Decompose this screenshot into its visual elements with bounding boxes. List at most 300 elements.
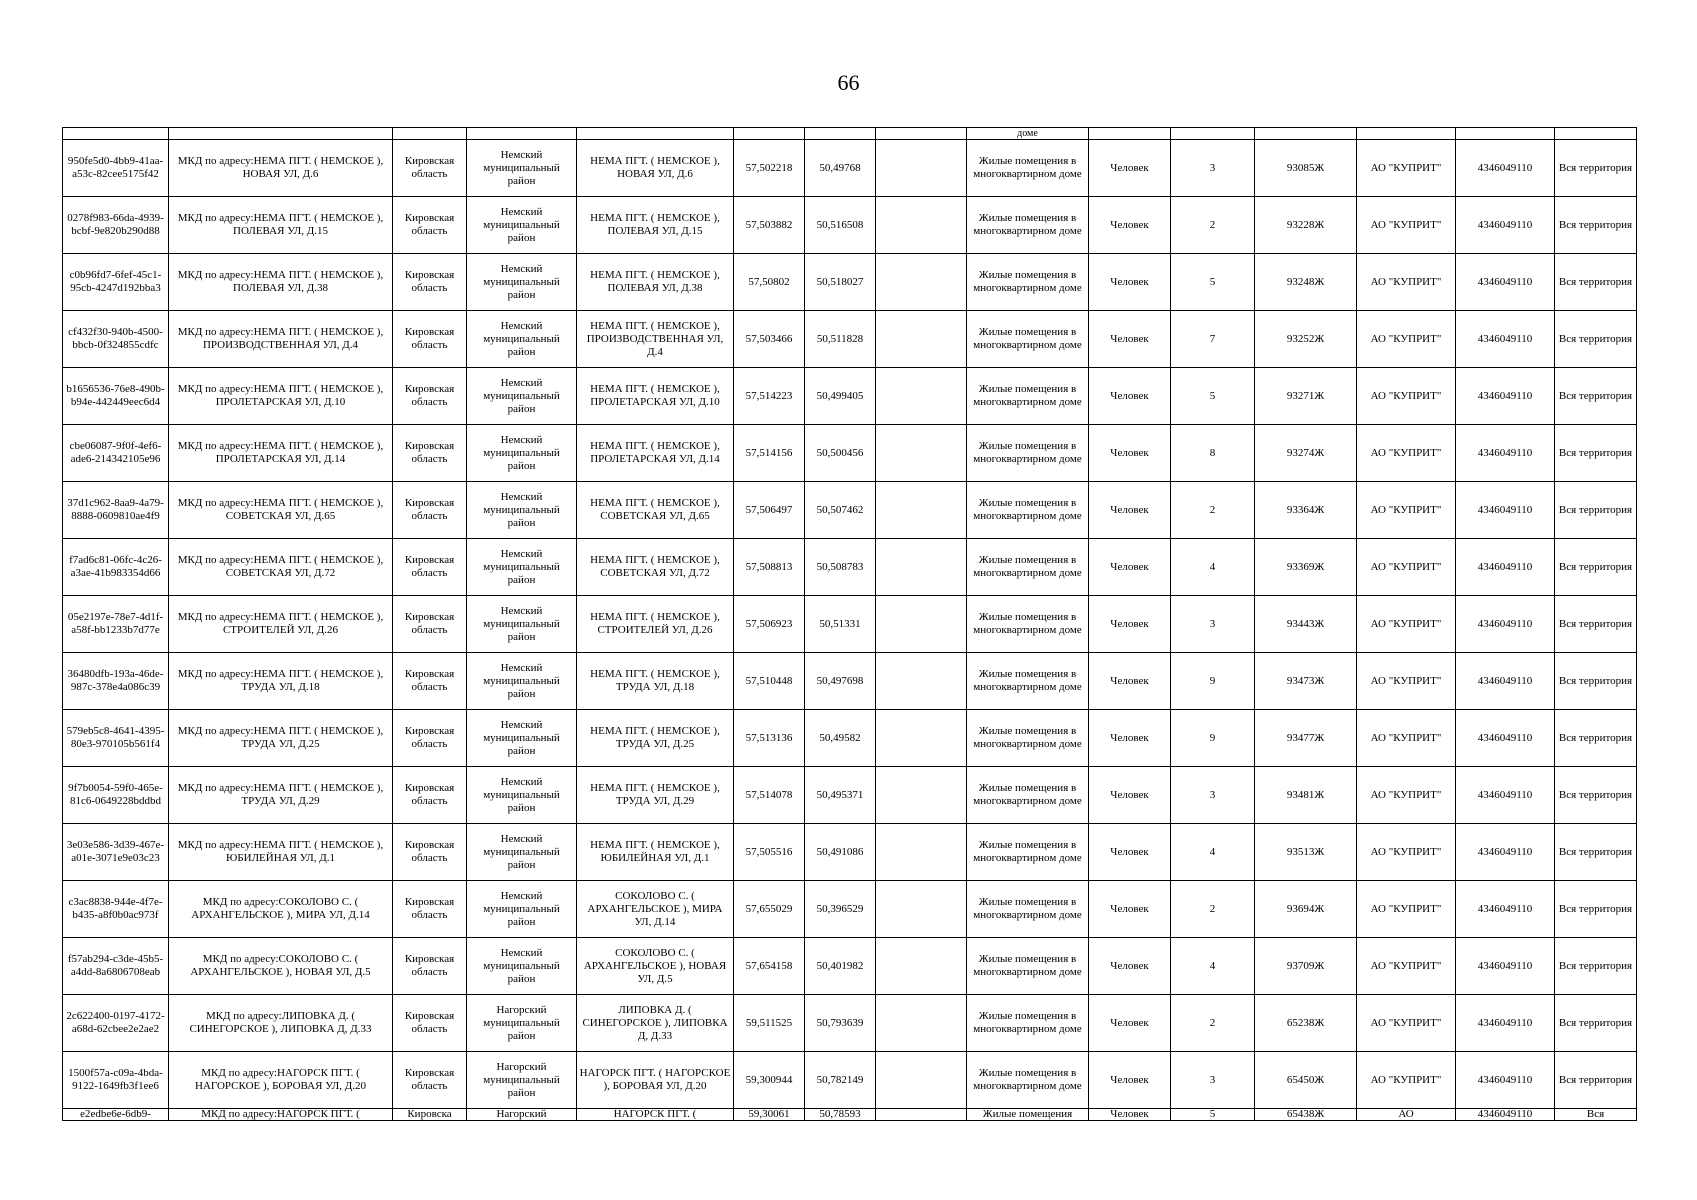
- cell-territory: [1555, 128, 1637, 140]
- cell-region: Кировская область: [393, 710, 467, 767]
- cell-address: НЕМА ПГТ. ( НЕМСКОЕ ), ПРОЛЕТАРСКАЯ УЛ, Д.10: [577, 368, 734, 425]
- cell-lat: 57,502218: [734, 140, 805, 197]
- cell-district: Немский муниципальный район: [467, 767, 577, 824]
- cell-district: [467, 128, 577, 140]
- cell-address: НЕМА ПГТ. ( НЕМСКОЕ ), ПОЛЕВАЯ УЛ, Д.15: [577, 197, 734, 254]
- cell-count: 7: [1171, 311, 1255, 368]
- table-row: [63, 767, 1637, 824]
- cell-address: НЕМА ПГТ. ( НЕМСКОЕ ), ТРУДА УЛ, Д.25: [577, 710, 734, 767]
- cell-inn: 4346049110: [1456, 254, 1555, 311]
- cell-address: НАГОРСК ПГТ. ( НАГОРСКОЕ ), БОРОВАЯ УЛ, Д.20: [577, 1052, 734, 1109]
- cell-territory: Вся территория: [1555, 995, 1637, 1052]
- cell-address: НЕМА ПГТ. ( НЕМСКОЕ ), НОВАЯ УЛ, Д.6: [577, 140, 734, 197]
- cell-address: НЕМА ПГТ. ( НЕМСКОЕ ), ТРУДА УЛ, Д.29: [577, 767, 734, 824]
- table-row: [63, 482, 1637, 539]
- cell-lat: 57,506923: [734, 596, 805, 653]
- cell-count: 4: [1171, 539, 1255, 596]
- cell-id: 9f7b0054-59f0-465e-81c6-0649228bddbd: [63, 767, 169, 824]
- cell-lon: 50,508783: [805, 539, 876, 596]
- table-row: [63, 311, 1637, 368]
- cell-id: 05e2197e-78e7-4d1f-a58f-bb1233b7d77e: [63, 596, 169, 653]
- cell-district: Немский муниципальный район: [467, 710, 577, 767]
- cell-lon: 50,401982: [805, 938, 876, 995]
- cell-unit: Человек: [1089, 368, 1171, 425]
- cell-address: НЕМА ПГТ. ( НЕМСКОЕ ), ПРОЛЕТАРСКАЯ УЛ, Д.14: [577, 425, 734, 482]
- cell-territory: Вся: [1555, 1109, 1637, 1121]
- cell-org: АО "КУПРИТ": [1357, 995, 1456, 1052]
- cell-district: Немский муниципальный район: [467, 311, 577, 368]
- cell-type: Жилые помещения в многоквартирном доме: [967, 1052, 1089, 1109]
- cell-lon: 50,78593: [805, 1109, 876, 1121]
- cell-territory: Вся территория: [1555, 482, 1637, 539]
- cell-code: 93364Ж: [1255, 482, 1357, 539]
- cell-org: АО "КУПРИТ": [1357, 1052, 1456, 1109]
- cell-region: Кировская область: [393, 254, 467, 311]
- cell-region: Кировская область: [393, 425, 467, 482]
- cell-district: Немский муниципальный район: [467, 368, 577, 425]
- cell-territory: Вся территория: [1555, 254, 1637, 311]
- cell-territory: Вся территория: [1555, 311, 1637, 368]
- cell-lat: [734, 128, 805, 140]
- cell-org: АО "КУПРИТ": [1357, 368, 1456, 425]
- cell-blank: [876, 368, 967, 425]
- cell-count: 2: [1171, 197, 1255, 254]
- cell-lat: 57,508813: [734, 539, 805, 596]
- cell-name: МКД по адресу:СОКОЛОВО С. ( АРХАНГЕЛЬСКОЕ ), НОВАЯ УЛ, Д.5: [169, 938, 393, 995]
- cell-unit: Человек: [1089, 767, 1171, 824]
- cell-blank: [876, 995, 967, 1052]
- cell-org: АО: [1357, 1109, 1456, 1121]
- cell-unit: Человек: [1089, 1052, 1171, 1109]
- cell-code: 93369Ж: [1255, 539, 1357, 596]
- cell-address: НЕМА ПГТ. ( НЕМСКОЕ ), СОВЕТСКАЯ УЛ, Д.72: [577, 539, 734, 596]
- cell-region: Кировская область: [393, 539, 467, 596]
- cell-inn: 4346049110: [1456, 881, 1555, 938]
- cell-count: [1171, 128, 1255, 140]
- table-row: [63, 140, 1637, 197]
- cell-org: АО "КУПРИТ": [1357, 596, 1456, 653]
- cell-id: 37d1c962-8aa9-4a79-8888-0609810ae4f9: [63, 482, 169, 539]
- cell-code: 93085Ж: [1255, 140, 1357, 197]
- cell-address: СОКОЛОВО С. ( АРХАНГЕЛЬСКОЕ ), МИРА УЛ, Д.14: [577, 881, 734, 938]
- cell-inn: 4346049110: [1456, 311, 1555, 368]
- cell-lat: 57,513136: [734, 710, 805, 767]
- cell-unit: Человек: [1089, 881, 1171, 938]
- cell-code: 93443Ж: [1255, 596, 1357, 653]
- cell-code: 93481Ж: [1255, 767, 1357, 824]
- cell-lat: 59,30061: [734, 1109, 805, 1121]
- cell-lon: [805, 128, 876, 140]
- cell-region: Кировская область: [393, 596, 467, 653]
- cell-district: Немский муниципальный район: [467, 596, 577, 653]
- cell-code: 93228Ж: [1255, 197, 1357, 254]
- table-row: [63, 995, 1637, 1052]
- cell-count: 2: [1171, 482, 1255, 539]
- cell-region: Кировская область: [393, 653, 467, 710]
- cell-count: 5: [1171, 368, 1255, 425]
- cell-type: Жилые помещения в многоквартирном доме: [967, 539, 1089, 596]
- cell-district: Немский муниципальный район: [467, 425, 577, 482]
- cell-name: [169, 128, 393, 140]
- cell-name: МКД по адресу:НЕМА ПГТ. ( НЕМСКОЕ ), ПОЛЕВАЯ УЛ, Д.38: [169, 254, 393, 311]
- cell-count: 9: [1171, 653, 1255, 710]
- cell-blank: [876, 1109, 967, 1121]
- cell-name: МКД по адресу:НЕМА ПГТ. ( НЕМСКОЕ ), ПРОИЗВОДСТВЕННАЯ УЛ, Д.4: [169, 311, 393, 368]
- cell-name: МКД по адресу:НЕМА ПГТ. ( НЕМСКОЕ ), НОВАЯ УЛ, Д.6: [169, 140, 393, 197]
- cell-type: Жилые помещения в многоквартирном доме: [967, 653, 1089, 710]
- cell-count: 3: [1171, 767, 1255, 824]
- cell-type: Жилые помещения в многоквартирном доме: [967, 767, 1089, 824]
- cell-org: [1357, 128, 1456, 140]
- cell-lon: 50,516508: [805, 197, 876, 254]
- table-row: [63, 596, 1637, 653]
- cell-unit: Человек: [1089, 710, 1171, 767]
- cell-lon: 50,49582: [805, 710, 876, 767]
- cell-address: НЕМА ПГТ. ( НЕМСКОЕ ), ЮБИЛЕЙНАЯ УЛ, Д.1: [577, 824, 734, 881]
- cell-territory: Вся территория: [1555, 539, 1637, 596]
- cell-inn: 4346049110: [1456, 425, 1555, 482]
- table-row: [63, 824, 1637, 881]
- cell-count: 8: [1171, 425, 1255, 482]
- table-row: [63, 539, 1637, 596]
- cell-territory: Вся территория: [1555, 140, 1637, 197]
- cell-territory: Вся территория: [1555, 197, 1637, 254]
- cell-lat: 57,514078: [734, 767, 805, 824]
- cell-blank: [876, 254, 967, 311]
- cell-org: АО "КУПРИТ": [1357, 197, 1456, 254]
- cell-region: Кировская область: [393, 140, 467, 197]
- cell-type: доме: [967, 128, 1089, 140]
- cell-name: МКД по адресу:НЕМА ПГТ. ( НЕМСКОЕ ), СОВЕТСКАЯ УЛ, Д.72: [169, 539, 393, 596]
- cell-unit: [1089, 128, 1171, 140]
- table-row: [63, 653, 1637, 710]
- cell-type: Жилые помещения в многоквартирном доме: [967, 254, 1089, 311]
- cell-region: Кировская область: [393, 995, 467, 1052]
- cell-unit: Человек: [1089, 596, 1171, 653]
- cell-unit: Человек: [1089, 197, 1171, 254]
- cell-type: Жилые помещения в многоквартирном доме: [967, 596, 1089, 653]
- cell-type: Жилые помещения в многоквартирном доме: [967, 368, 1089, 425]
- cell-org: АО "КУПРИТ": [1357, 824, 1456, 881]
- cell-region: Кировская область: [393, 824, 467, 881]
- cell-territory: Вся территория: [1555, 425, 1637, 482]
- cell-unit: Человек: [1089, 539, 1171, 596]
- cell-region: Кировска: [393, 1109, 467, 1121]
- table-row: [63, 710, 1637, 767]
- cell-id: c0b96fd7-6fef-45c1-95cb-4247d192bba3: [63, 254, 169, 311]
- cell-code: 93271Ж: [1255, 368, 1357, 425]
- cell-name: МКД по адресу:ЛИПОВКА Д. ( СИНЕГОРСКОЕ ), ЛИПОВКА Д, Д.33: [169, 995, 393, 1052]
- cell-count: 2: [1171, 881, 1255, 938]
- cell-address: [577, 128, 734, 140]
- table-row-top-strip: [63, 128, 1637, 140]
- cell-name: МКД по адресу:НЕМА ПГТ. ( НЕМСКОЕ ), ПРОЛЕТАРСКАЯ УЛ, Д.10: [169, 368, 393, 425]
- cell-blank: [876, 539, 967, 596]
- cell-code: 93473Ж: [1255, 653, 1357, 710]
- cell-region: Кировская область: [393, 311, 467, 368]
- cell-count: 4: [1171, 938, 1255, 995]
- cell-type: Жилые помещения в многоквартирном доме: [967, 482, 1089, 539]
- cell-id: 1500f57a-c09a-4bda-9122-1649fb3f1ee6: [63, 1052, 169, 1109]
- cell-territory: Вся территория: [1555, 710, 1637, 767]
- cell-blank: [876, 710, 967, 767]
- cell-territory: Вся территория: [1555, 368, 1637, 425]
- cell-region: Кировская область: [393, 938, 467, 995]
- cell-count: 4: [1171, 824, 1255, 881]
- cell-id: cf432f30-940b-4500-bbcb-0f324855cdfc: [63, 311, 169, 368]
- cell-code: [1255, 128, 1357, 140]
- cell-inn: 4346049110: [1456, 197, 1555, 254]
- cell-id: 0278f983-66da-4939-bcbf-9e820b290d88: [63, 197, 169, 254]
- cell-org: АО "КУПРИТ": [1357, 938, 1456, 995]
- cell-type: Жилые помещения в многоквартирном доме: [967, 881, 1089, 938]
- cell-lat: 57,510448: [734, 653, 805, 710]
- table-body: [63, 128, 1637, 1121]
- page-number: 66: [837, 70, 860, 95]
- cell-lon: 50,511828: [805, 311, 876, 368]
- cell-id: 3e03e586-3d39-467e-a01e-3071e9e03c23: [63, 824, 169, 881]
- cell-region: Кировская область: [393, 767, 467, 824]
- cell-code: 65438Ж: [1255, 1109, 1357, 1121]
- cell-org: АО "КУПРИТ": [1357, 140, 1456, 197]
- cell-type: Жилые помещения в многоквартирном доме: [967, 824, 1089, 881]
- cell-type: Жилые помещения в многоквартирном доме: [967, 938, 1089, 995]
- cell-lon: 50,491086: [805, 824, 876, 881]
- cell-address: НЕМА ПГТ. ( НЕМСКОЕ ), ТРУДА УЛ, Д.18: [577, 653, 734, 710]
- cell-type: Жилые помещения в многоквартирном доме: [967, 710, 1089, 767]
- cell-district: Немский муниципальный район: [467, 197, 577, 254]
- cell-blank: [876, 140, 967, 197]
- cell-name: МКД по адресу:НЕМА ПГТ. ( НЕМСКОЕ ), ТРУДА УЛ, Д.18: [169, 653, 393, 710]
- cell-region: Кировская область: [393, 1052, 467, 1109]
- cell-address: НЕМА ПГТ. ( НЕМСКОЕ ), СОВЕТСКАЯ УЛ, Д.65: [577, 482, 734, 539]
- cell-inn: 4346049110: [1456, 938, 1555, 995]
- cell-org: АО "КУПРИТ": [1357, 425, 1456, 482]
- table-row: [63, 425, 1637, 482]
- cell-lat: 57,506497: [734, 482, 805, 539]
- cell-lat: 59,300944: [734, 1052, 805, 1109]
- cell-district: Немский муниципальный район: [467, 653, 577, 710]
- cell-blank: [876, 881, 967, 938]
- cell-district: Нагорский муниципальный район: [467, 1052, 577, 1109]
- cell-lat: 57,655029: [734, 881, 805, 938]
- cell-territory: Вся территория: [1555, 1052, 1637, 1109]
- cell-name: МКД по адресу:НАГОРСК ПГТ. ( НАГОРСКОЕ ), БОРОВАЯ УЛ, Д.20: [169, 1052, 393, 1109]
- cell-inn: 4346049110: [1456, 995, 1555, 1052]
- cell-lon: 50,499405: [805, 368, 876, 425]
- cell-territory: Вся территория: [1555, 881, 1637, 938]
- cell-id: f57ab294-c3de-45b5-a4dd-8a6806708eab: [63, 938, 169, 995]
- cell-name: МКД по адресу:НЕМА ПГТ. ( НЕМСКОЕ ), ЮБИЛЕЙНАЯ УЛ, Д.1: [169, 824, 393, 881]
- cell-count: 3: [1171, 140, 1255, 197]
- cell-lon: 50,497698: [805, 653, 876, 710]
- cell-district: Немский муниципальный район: [467, 938, 577, 995]
- cell-name: МКД по адресу:НЕМА ПГТ. ( НЕМСКОЕ ), ПРОЛЕТАРСКАЯ УЛ, Д.14: [169, 425, 393, 482]
- cell-district: Немский муниципальный район: [467, 482, 577, 539]
- cell-blank: [876, 1052, 967, 1109]
- cell-address: ЛИПОВКА Д. ( СИНЕГОРСКОЕ ), ЛИПОВКА Д, Д.33: [577, 995, 734, 1052]
- cell-code: 93694Ж: [1255, 881, 1357, 938]
- cell-count: 3: [1171, 1052, 1255, 1109]
- cell-region: Кировская область: [393, 368, 467, 425]
- cell-type: Жилые помещения в многоквартирном доме: [967, 197, 1089, 254]
- cell-name: МКД по адресу:НЕМА ПГТ. ( НЕМСКОЕ ), СОВЕТСКАЯ УЛ, Д.65: [169, 482, 393, 539]
- cell-blank: [876, 425, 967, 482]
- cell-count: 2: [1171, 995, 1255, 1052]
- cell-lon: 50,782149: [805, 1052, 876, 1109]
- cell-code: 93252Ж: [1255, 311, 1357, 368]
- cell-unit: Человек: [1089, 995, 1171, 1052]
- cell-address: СОКОЛОВО С. ( АРХАНГЕЛЬСКОЕ ), НОВАЯ УЛ, Д.5: [577, 938, 734, 995]
- cell-org: АО "КУПРИТ": [1357, 710, 1456, 767]
- cell-district: Немский муниципальный район: [467, 824, 577, 881]
- cell-name: МКД по адресу:НЕМА ПГТ. ( НЕМСКОЕ ), ТРУДА УЛ, Д.25: [169, 710, 393, 767]
- cell-blank: [876, 767, 967, 824]
- cell-inn: 4346049110: [1456, 653, 1555, 710]
- cell-blank: [876, 824, 967, 881]
- cell-unit: Человек: [1089, 1109, 1171, 1121]
- cell-territory: Вся территория: [1555, 767, 1637, 824]
- cell-lon: 50,51331: [805, 596, 876, 653]
- cell-blank: [876, 482, 967, 539]
- cell-lat: 57,50802: [734, 254, 805, 311]
- cell-lat: 59,511525: [734, 995, 805, 1052]
- cell-lon: 50,500456: [805, 425, 876, 482]
- cell-code: 93274Ж: [1255, 425, 1357, 482]
- cell-district: Нагорский муниципальный район: [467, 995, 577, 1052]
- cell-code: 93513Ж: [1255, 824, 1357, 881]
- cell-blank: [876, 596, 967, 653]
- cell-id: f7ad6c81-06fc-4c26-a3ae-41b983354d66: [63, 539, 169, 596]
- cell-territory: Вся территория: [1555, 938, 1637, 995]
- cell-lon: 50,793639: [805, 995, 876, 1052]
- cell-inn: 4346049110: [1456, 1109, 1555, 1121]
- cell-inn: 4346049110: [1456, 140, 1555, 197]
- cell-inn: [1456, 128, 1555, 140]
- table-row: [63, 197, 1637, 254]
- cell-unit: Человек: [1089, 824, 1171, 881]
- cell-id: b1656536-76e8-490b-b94e-442449eec6d4: [63, 368, 169, 425]
- cell-lon: 50,507462: [805, 482, 876, 539]
- cell-org: АО "КУПРИТ": [1357, 254, 1456, 311]
- cell-id: c3ac8838-944e-4f7e-b435-a8f0b0ac973f: [63, 881, 169, 938]
- cell-type: Жилые помещения в многоквартирном доме: [967, 995, 1089, 1052]
- cell-name: МКД по адресу:НЕМА ПГТ. ( НЕМСКОЕ ), ПОЛЕВАЯ УЛ, Д.15: [169, 197, 393, 254]
- cell-inn: 4346049110: [1456, 596, 1555, 653]
- cell-district: Немский муниципальный район: [467, 254, 577, 311]
- cell-territory: Вся территория: [1555, 596, 1637, 653]
- cell-district: Немский муниципальный район: [467, 140, 577, 197]
- cell-address: НЕМА ПГТ. ( НЕМСКОЕ ), ПРОИЗВОДСТВЕННАЯ УЛ, Д.4: [577, 311, 734, 368]
- cell-lat: 57,503466: [734, 311, 805, 368]
- cell-inn: 4346049110: [1456, 710, 1555, 767]
- cell-inn: 4346049110: [1456, 767, 1555, 824]
- cell-org: АО "КУПРИТ": [1357, 767, 1456, 824]
- cell-address: НЕМА ПГТ. ( НЕМСКОЕ ), СТРОИТЕЛЕЙ УЛ, Д.26: [577, 596, 734, 653]
- table-row: [63, 368, 1637, 425]
- cell-blank: [876, 938, 967, 995]
- cell-code: 93248Ж: [1255, 254, 1357, 311]
- cell-lon: 50,495371: [805, 767, 876, 824]
- cell-blank: [876, 128, 967, 140]
- cell-id: cbe06087-9f0f-4ef6-ade6-214342105e96: [63, 425, 169, 482]
- cell-type: Жилые помещения в многоквартирном доме: [967, 425, 1089, 482]
- data-table: [62, 127, 1637, 1121]
- cell-unit: Человек: [1089, 140, 1171, 197]
- cell-inn: 4346049110: [1456, 539, 1555, 596]
- cell-territory: Вся территория: [1555, 824, 1637, 881]
- cell-org: АО "КУПРИТ": [1357, 311, 1456, 368]
- cell-region: Кировская область: [393, 197, 467, 254]
- cell-type: Жилые помещения: [967, 1109, 1089, 1121]
- cell-id: [63, 128, 169, 140]
- cell-address: НАГОРСК ПГТ. (: [577, 1109, 734, 1121]
- cell-unit: Человек: [1089, 311, 1171, 368]
- cell-lon: 50,49768: [805, 140, 876, 197]
- table-row: [63, 938, 1637, 995]
- cell-id: 950fe5d0-4bb9-41aa-a53c-82cee5175f42: [63, 140, 169, 197]
- cell-name: МКД по адресу:СОКОЛОВО С. ( АРХАНГЕЛЬСКОЕ ), МИРА УЛ, Д.14: [169, 881, 393, 938]
- cell-name: МКД по адресу:НАГОРСК ПГТ. (: [169, 1109, 393, 1121]
- cell-id: 579eb5c8-4641-4395-80e3-970105b561f4: [63, 710, 169, 767]
- cell-inn: 4346049110: [1456, 368, 1555, 425]
- cell-blank: [876, 311, 967, 368]
- table-row: [63, 1052, 1637, 1109]
- table-row: [63, 254, 1637, 311]
- cell-type: Жилые помещения в многоквартирном доме: [967, 311, 1089, 368]
- cell-id: e2edbe6e-6db9-: [63, 1109, 169, 1121]
- cell-blank: [876, 653, 967, 710]
- cell-org: АО "КУПРИТ": [1357, 482, 1456, 539]
- cell-unit: Человек: [1089, 938, 1171, 995]
- cell-inn: 4346049110: [1456, 482, 1555, 539]
- cell-unit: Человек: [1089, 482, 1171, 539]
- cell-id: 36480dfb-193a-46de-987c-378e4a086c39: [63, 653, 169, 710]
- cell-count: 9: [1171, 710, 1255, 767]
- cell-unit: Человек: [1089, 425, 1171, 482]
- cell-district: Нагорский: [467, 1109, 577, 1121]
- cell-lat: 57,514156: [734, 425, 805, 482]
- cell-blank: [876, 197, 967, 254]
- cell-code: 93709Ж: [1255, 938, 1357, 995]
- cell-lat: 57,505516: [734, 824, 805, 881]
- cell-code: 65238Ж: [1255, 995, 1357, 1052]
- cell-type: Жилые помещения в многоквартирном доме: [967, 140, 1089, 197]
- cell-region: Кировская область: [393, 482, 467, 539]
- cell-org: АО "КУПРИТ": [1357, 881, 1456, 938]
- table-row: [63, 881, 1637, 938]
- table-row-partial: [63, 1109, 1637, 1121]
- cell-name: МКД по адресу:НЕМА ПГТ. ( НЕМСКОЕ ), СТРОИТЕЛЕЙ УЛ, Д.26: [169, 596, 393, 653]
- cell-lon: 50,518027: [805, 254, 876, 311]
- cell-unit: Человек: [1089, 653, 1171, 710]
- cell-lat: 57,503882: [734, 197, 805, 254]
- cell-district: Немский муниципальный район: [467, 539, 577, 596]
- cell-district: Немский муниципальный район: [467, 881, 577, 938]
- cell-lat: 57,654158: [734, 938, 805, 995]
- cell-lat: 57,514223: [734, 368, 805, 425]
- cell-name: МКД по адресу:НЕМА ПГТ. ( НЕМСКОЕ ), ТРУДА УЛ, Д.29: [169, 767, 393, 824]
- cell-address: НЕМА ПГТ. ( НЕМСКОЕ ), ПОЛЕВАЯ УЛ, Д.38: [577, 254, 734, 311]
- cell-count: 5: [1171, 1109, 1255, 1121]
- cell-region: Кировская область: [393, 881, 467, 938]
- cell-inn: 4346049110: [1456, 824, 1555, 881]
- cell-lon: 50,396529: [805, 881, 876, 938]
- cell-id: 2c622400-0197-4172-a68d-62cbee2e2ae2: [63, 995, 169, 1052]
- cell-count: 5: [1171, 254, 1255, 311]
- cell-count: 3: [1171, 596, 1255, 653]
- cell-territory: Вся территория: [1555, 653, 1637, 710]
